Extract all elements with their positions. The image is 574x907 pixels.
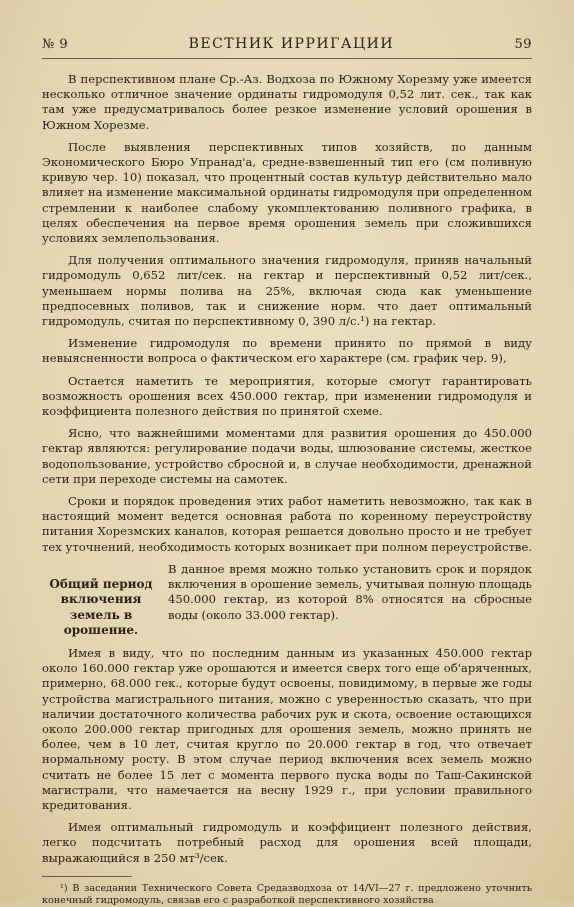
page-number: 59 (514, 37, 532, 52)
paragraph: Имея оптимальный гидромодуль и коэффициент полезного действия, легко подсчитать потребный расход для орошения всей площади, выражающийся в 250 мт³/сек. (42, 820, 532, 865)
paragraph: Сроки и порядок проведения этих работ наметить невозможно, так как в настоящий момент ведется основная работа по коренному переустройству питания Хорезмских каналов, которая решается довольно просто и не требует тех уточнений, необходимость которых возникает при полном переустройстве. (42, 494, 533, 554)
paragraph: Для получения оптимального значения гидромодуля, приняв начальный гидромодуль 0,652 лит/сек. на гектар и перспективный 0,52 лит/сек., уменьшаем нормы полива на 25%, включая сюда как уменьшение предпосевных поливов, так и снижение норм. что дает оптимальный гидромодуль, считая по перспективному 0, 390 л/с.¹) на гектар. (42, 253, 532, 329)
paragraph: В перспективном плане Ср.-Аз. Водхоза по Южному Хорезму уже имеется несколько отличное значение ординаты гидромодуля 0,52 лит. сек., так как там уже предусматривалось более резкое изменение условий орошения в Южном Хорезме. (42, 72, 532, 132)
header-rule (42, 58, 532, 59)
paragraph: Остается наметить те мероприятия, которые смогут гарантировать возможность орошения всех 450.000 гектар, при изменении гидромодуля и коэффициента полезного действия по принятой схеме. (42, 373, 532, 419)
paragraph: После выявления перспективных типов хозяйств, по данным Экономического Бюро Упранад'а, средне-взвешенный тип его (см поливную кривую чер. 10) показал, что процентный состав культур действительно мало влияет на изменение максимальной ординаты гидромодуля при определенном стремлении к наиболее слабому укомплектованию поливного графика, в целях обеспечения на первое время орошения земель при сложившихся условиях землепользования. (42, 139, 532, 246)
page-header (42, 36, 532, 52)
footnote: ¹) В заседании Технического Совета Средазводхоза от 14/VI—27 г. предложено уточнить конечный гидромодуль, связав его с разработкой перспективного хозяйства (42, 882, 532, 906)
sidebar-section (42, 562, 532, 639)
sidebar-heading: Общий период включения земель в орошение. (49, 576, 153, 638)
paragraph: Имея в виду, что по последним данным из указанных 450.000 гектар около 160.000 гектар уже орошаются и имеется сверх того еще об'аряченных, примерно, 68.000 гек., которые будут освоены, повидимому, в первые же годы устройства магистрального питания, можно с уверенностью сказать, что при наличии достаточного количества рабочих рук и скота, освоение остающихся около 200.000 гектар пригодных для орошения земель, можно принять не более, чем в 10 лет, считая кругло по 20.000 гектар в год, что отвечает нормальному росту. В этом случае период включения всех земель можно считать не более 15 лет с момента первого пуска воды по Таш-Сакинской магистрали, что намечается на весну 1929 г., при условии правильного кредитования. (42, 645, 532, 812)
paragraph: Изменение гидромодуля по времени принято по прямой в виду невыясненности вопроса о фактическом его характере (см. график чер. 9), (42, 336, 532, 366)
footnote-rule (42, 876, 132, 877)
journal-title: ВЕСТНИК ИРРИГАЦИИ (188, 36, 395, 52)
issue-number: № 9 (42, 37, 69, 52)
paragraph: Ясно, что важнейшими моментами для развития орошения до 450.000 гектар являются: регулирование подачи воды, шлюзование системы, жесткое водопользование, устройство сбросной и, в случае необходимости, дренажной сети при переходе системы на самотек. (42, 426, 532, 486)
sidebar-text: В данное время можно только установить срок и порядок включения в орошение земель, учитывая полную площадь 450.000 гектар, из которой 8% относятся на сбросные воды (около 33.000 гектар). (168, 561, 532, 622)
